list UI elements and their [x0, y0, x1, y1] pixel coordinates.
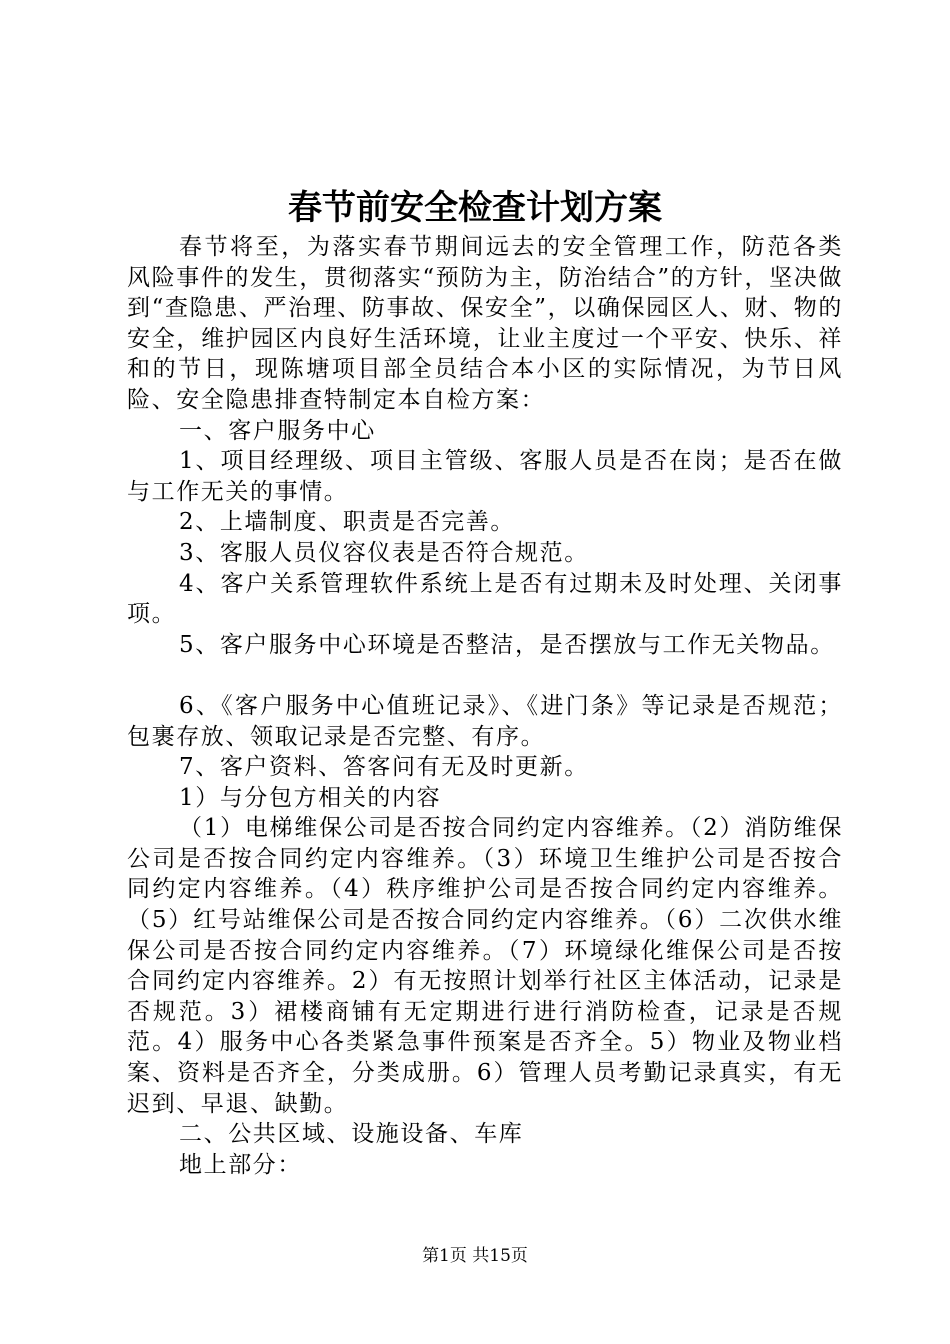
list-item: 1、项目经理级、项目主管级、客服人员是否在岗；是否在做与工作无关的事情。	[127, 448, 843, 505]
list-item: 3、客服人员仪容仪表是否符合规范。	[179, 539, 589, 566]
document-body	[127, 232, 843, 1180]
subsection-heading-above-ground: 地上部分：	[179, 1151, 302, 1178]
document-title: 春节前安全检查计划方案	[288, 188, 662, 228]
intro-paragraph: 春节将至，为落实春节期间远去的安全管理工作，防范各类风险事件的发生，贯彻落实“预防为主，防治结合”的方针，坚决做到“查隐患、严治理、防事故、保安全”，以确保园区人、财、物的安全，维护园区内良好生活环境，让业主度过一个平安、快乐、祥和的节日，现陈塘项目部全员结合本小区的实际情况，为节日风险、安全隐患排查特制定本自检方案：	[127, 234, 843, 413]
subcontractor-paragraph: （1）电梯维保公司是否按合同约定内容维养。（2）消防维保公司是否按合同约定内容维养。（3）环境卫生维护公司是否按合同约定内容维养。（4）秩序维护公司是否按合同约定内容维养。（5）红号站维保公司是否按合同约定内容维养。（6）二次供水维保公司是否按合同约定内容维养。（7）环境绿化维保公司是否按合同约定内容维养。2）有无按照计划举行社区主体活动，记录是否规范。3）裙楼商铺有无定期进行进行消防检查，记录是否规范。4）服务中心各类紧急事件预案是否齐全。5）物业及物业档案、资料是否齐全，分类成册。6）管理人员考勤记录真实，有无迟到、早退、缺勤。	[127, 815, 843, 1117]
section-heading-customer-service: 一、客户服务中心	[179, 417, 376, 444]
list-item: 6、《客户服务中心值班记录》、《进门条》等记录是否规范；包裹存放、领取记录是否完整、有序。	[127, 692, 843, 750]
list-item: 2、上墙制度、职责是否完善。	[179, 509, 516, 536]
list-item: 4、客户关系管理软件系统上是否有过期未及时处理、关闭事项。	[127, 570, 843, 628]
subsection-heading-subcontractors: 1）与分包方相关的内容	[179, 784, 442, 811]
list-item: 7、客户资料、答客问有无及时更新。	[179, 754, 589, 781]
section-heading-public-areas: 二、公共区域、设施设备、车库	[179, 1121, 524, 1148]
list-item: 5、客户服务中心环境是否整洁，是否摆放与工作无关物品。	[179, 631, 835, 658]
blank-line	[127, 660, 843, 691]
page-number: 第1页 共15页	[422, 1246, 528, 1266]
